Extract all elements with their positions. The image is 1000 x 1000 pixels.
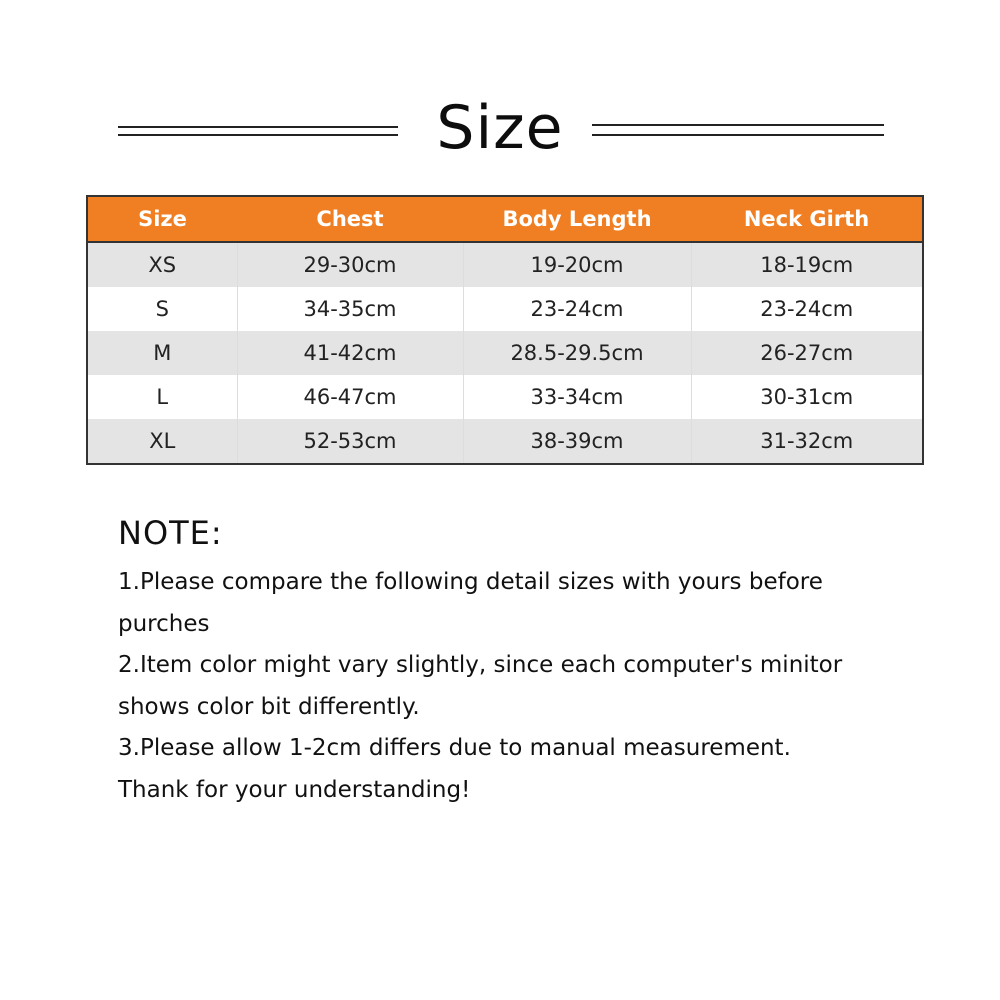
title-rule-left-bottom <box>118 134 398 136</box>
table-row-s <box>87 287 923 331</box>
cell-size: S <box>87 287 237 331</box>
cell-chest: 34-35cm <box>237 287 463 331</box>
title-rule-right-top <box>592 124 884 126</box>
cell-neck-girth: 26-27cm <box>691 331 923 375</box>
header-size: Size <box>87 196 237 242</box>
cell-size: XL <box>87 419 237 464</box>
size-chart-table <box>86 195 924 465</box>
page-title: Size <box>436 93 564 163</box>
cell-body-length: 23-24cm <box>463 287 691 331</box>
cell-chest: 29-30cm <box>237 242 463 287</box>
cell-size: XS <box>87 242 237 287</box>
title-area <box>0 88 1000 168</box>
cell-size: M <box>87 331 237 375</box>
title-rule-left-top <box>118 126 398 128</box>
cell-neck-girth: 18-19cm <box>691 242 923 287</box>
table-row-m <box>87 331 923 375</box>
header-chest: Chest <box>237 196 463 242</box>
note-line: 2.Item color might vary slightly, since each computer's minitor <box>118 652 843 678</box>
table-row-xs <box>87 242 923 287</box>
cell-chest: 41-42cm <box>237 331 463 375</box>
header-body-length: Body Length <box>463 196 691 242</box>
cell-size: L <box>87 375 237 419</box>
note-line: purches <box>118 610 210 637</box>
note-section <box>118 508 918 811</box>
note-line: Thank for your understanding! <box>118 776 471 803</box>
cell-chest: 46-47cm <box>237 375 463 419</box>
cell-neck-girth: 31-32cm <box>691 419 923 464</box>
table-row-l <box>87 375 923 419</box>
cell-chest: 52-53cm <box>237 419 463 464</box>
note-heading: NOTE: <box>118 514 223 552</box>
cell-neck-girth: 23-24cm <box>691 287 923 331</box>
cell-body-length: 33-34cm <box>463 375 691 419</box>
note-line: 1.Please compare the following detail sizes with yours before <box>118 569 823 595</box>
title-rule-right-bottom <box>592 134 884 136</box>
cell-neck-girth: 30-31cm <box>691 375 923 419</box>
table-row-xl <box>87 419 923 464</box>
cell-body-length: 38-39cm <box>463 419 691 464</box>
note-line: shows color bit differently. <box>118 693 420 720</box>
note-line: 3.Please allow 1-2cm differs due to manual measurement. <box>118 735 791 761</box>
cell-body-length: 28.5-29.5cm <box>463 331 691 375</box>
header-neck-girth: Neck Girth <box>691 196 923 242</box>
table-header-row <box>87 196 923 242</box>
cell-body-length: 19-20cm <box>463 242 691 287</box>
